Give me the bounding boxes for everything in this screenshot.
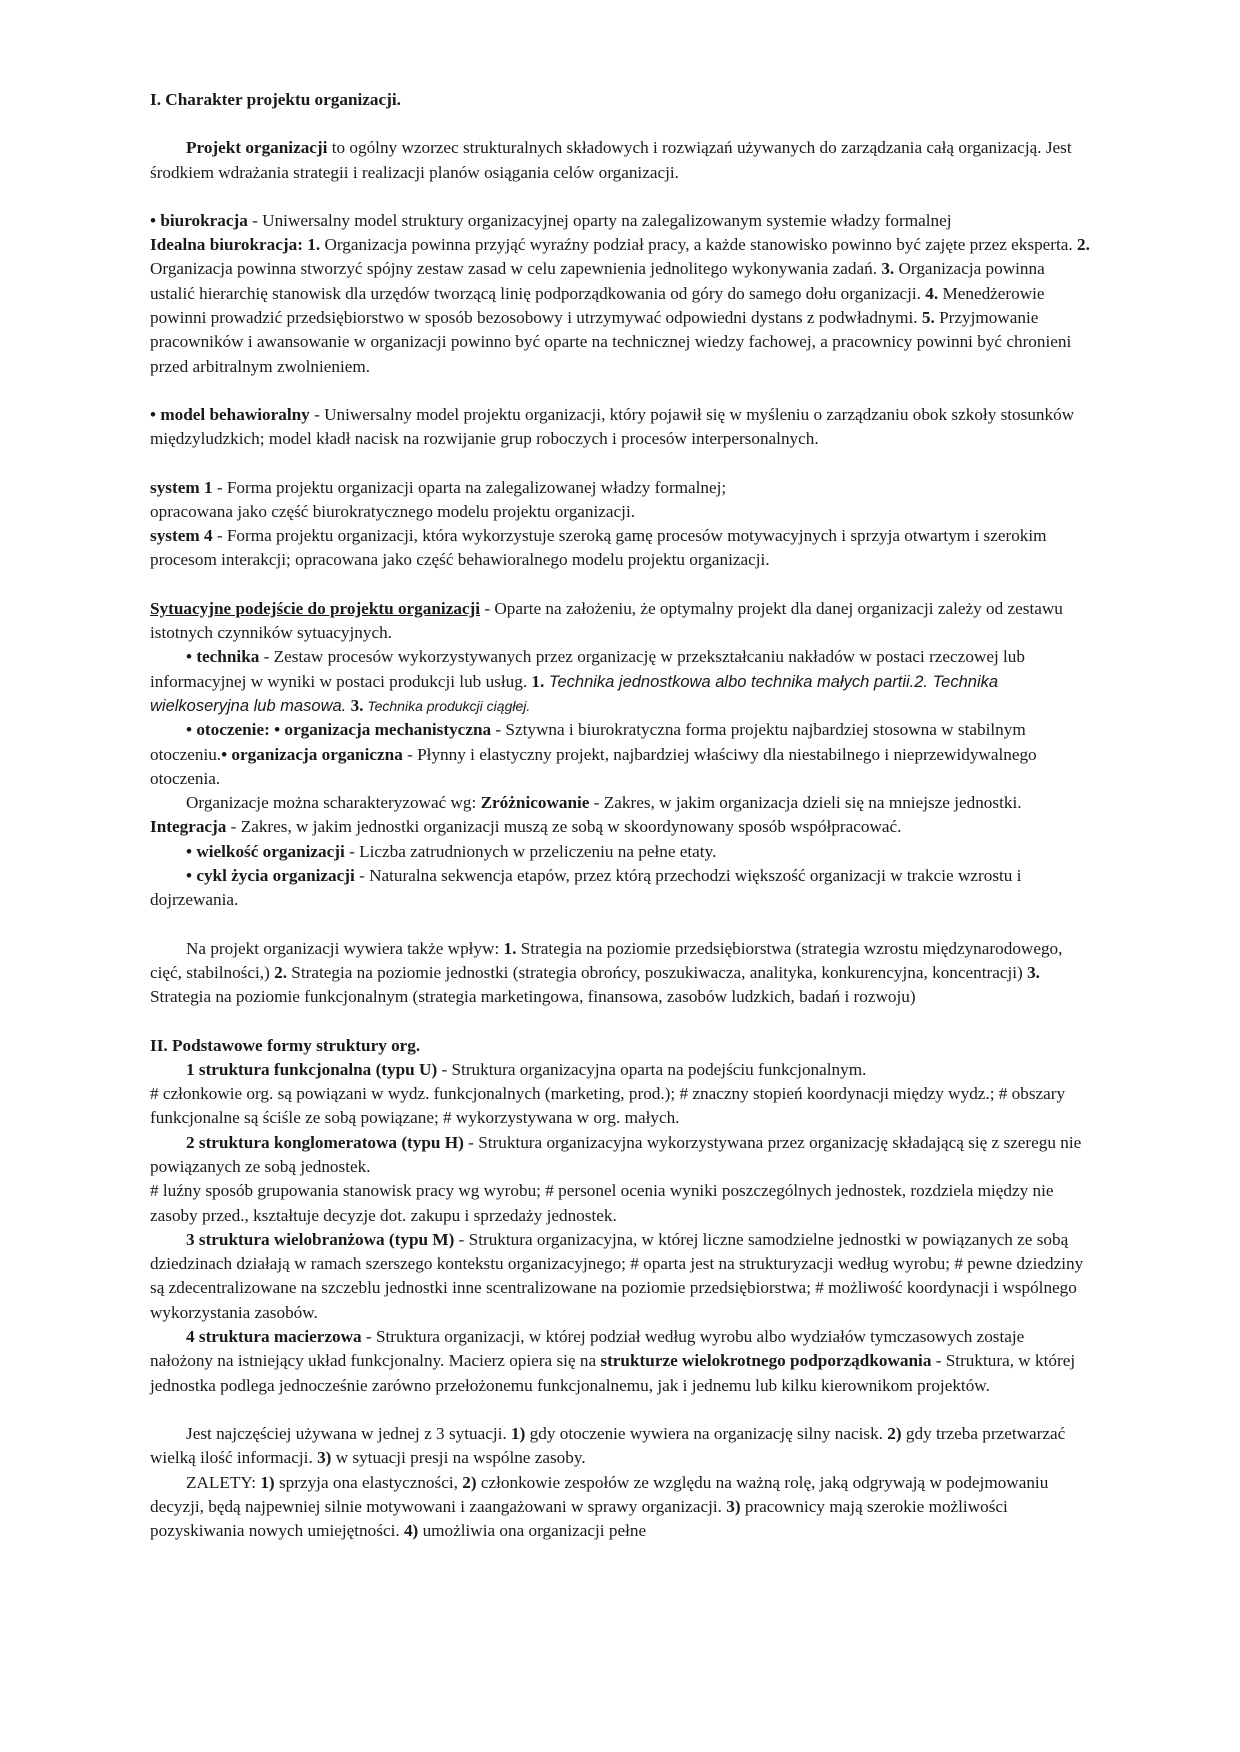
size-paragraph: • wielkość organizacji - Liczba zatrudnionych w przeliczeniu na pełne etaty.: [186, 841, 717, 861]
functional-structure-paragraph: 1 struktura funkcjonalna (typu U) - Struktura organizacyjna oparta na podejściu funkcjonalnym.: [186, 1059, 867, 1079]
system-1-paragraph: system 1 - Forma projektu organizacji oparta na zalegalizowanej władzy formalnej;: [150, 477, 727, 497]
divisional-structure-paragraph: 3 struktura wielobranżowa (typu M) - Struktura organizacyjna, w której liczne samodzielne jednostki w powiązanych ze sobą dziedzinach działają w ramach szerszego kontekstu organizacyjnego; # oparta jest na strukturyzacji według wyrobu; # pewne dziedziny są zdecentralizowane na szczeblu jednostki inne scentralizowane na poziomie przedsiębiorstwa; # możliwość koordynacji i wspólnego wykorzystania zasobów.: [150, 1229, 1084, 1322]
conglomerate-structure-paragraph: 2 struktura konglomeratowa (typu H) - Struktura organizacyjna wykorzystywana przez organizację składającą się z szeregu nie powiązanych ze sobą jednostek.: [150, 1132, 1082, 1176]
life-cycle-paragraph: • cykl życia organizacji - Naturalna sekwencja etapów, przez którą przechodzi większość organizacji w trakcie wzrostu i dojrzewania.: [150, 866, 1022, 910]
section-1-heading: I. Charakter projektu organizacji.: [150, 90, 401, 109]
usage-paragraph: Jest najczęściej używana w jednej z 3 sytuacji. 1) gdy otoczenie wywiera na organizację silny nacisk. 2) gdy trzeba przetwarzać wielką ilość informacji. 3) w sytuacji presji na wspólne zasoby.: [150, 1423, 1066, 1468]
conglomerate-structure-bullets: # luźny sposób grupowania stanowisk pracy wg wyrobu; # personel ocenia wyniki poszczególnych jednostek, rozdziela między nie zasoby przed., kształtuje decyzje dot. zakupu i sprzedaży jednostek.: [150, 1181, 1054, 1225]
section-2-heading: II. Podstawowe formy struktury org.: [150, 1035, 421, 1055]
functional-structure-bullets: # członkowie org. są powiązani w wydz. funkcjonalnych (marketing, prod.); # znaczny stopień koordynacji między wydz.; # obszary funkcjonalne są ściśle ze sobą powiązane; # wykorzystywana w org. małych.: [150, 1084, 1066, 1128]
document-page: [150, 88, 1090, 1543]
system-1-continuation: opracowana jako część biurokratycznego modelu projektu organizacji.: [150, 501, 636, 521]
strategy-influence-paragraph: Na projekt organizacji wywiera także wpływ: 1. Strategia na poziomie przedsiębiorstwa (strategia wzrostu międzynarodowego, cięć, stabilności,) 2. Strategia na poziomie jednostki (strategia obrońcy, poszukiwacza, analityka, konkurencyjna, koncentracji) 3. Strategia na poziomie funkcjonalnym (strategia marketingowa, finansowa, zasobów ludzkich, badań i rozwoju): [150, 938, 1063, 1007]
term: Projekt organizacji: [186, 138, 328, 158]
situational-approach-paragraph: Sytuacyjne podejście do projektu organizacji - Oparte na założeniu, że optymalny projekt dla danej organizacji zależy od zestawu istotnych czynników sytuacyjnych.: [150, 598, 1063, 643]
behavioral-model-paragraph: • model behawioralny - Uniwersalny model projektu organizacji, który pojawił się w myśleniu o zarządzaniu obok szkoły stosunków międzyludzkich; model kładł nacisk na rozwijanie grup roboczych i procesów interpersonalnych.: [150, 404, 1075, 449]
characteristics-paragraph: Organizacje można scharakteryzować wg: Zróżnicowanie - Zakres, w jakim organizacja dzieli się na mniejsze jednostki. Integracja - Zakres, w jakim jednostki organizacji muszą ze sobą w skoordynowany sposób współpracować.: [150, 793, 1022, 837]
matrix-structure-paragraph: 4 struktura macierzowa - Struktura organizacji, w której podział według wyrobu albo wydziałów tymczasowych zostaje nałożony na istniejący układ funkcjonalny. Macierz opiera się na strukturze wielokrotnego podporządkowania - Struktura, w której jednostka podlega jednocześnie zarówno przełożonemu funkcjonalnemu, jak i jednemu lub kilku kierownikom projektów.: [150, 1327, 1076, 1395]
advantages-paragraph: ZALETY: 1) sprzyja ona elastyczności, 2) członkowie zespołów ze względu na ważną rolę, jaką odgrywają w podejmowaniu decyzji, będą najpewniej silnie motywowani i zaangażowani w sprawy organizacji. 3) pracownicy mają szerokie możliwości pozyskiwania nowych umiejętności. 4) umożliwia ona organizacji pełne: [150, 1472, 1049, 1541]
otoczenie-paragraph: • otoczenie: • organizacja mechanistyczna - Sztywna i biurokratyczna forma projektu najbardziej stosowna w stabilnym otoczeniu.• organizacja organiczna - Płynny i elastyczny projekt, najbardziej właściwy dla niestabilnego i nieprzewidywalnego otoczenia.: [150, 720, 1037, 788]
term: • biurokracja: [150, 210, 248, 230]
definition-paragraph: Projekt organizacji to ogólny wzorzec strukturalnych składowych i rozwiązań używanych do zarządzania całą organizacją. Jest środkiem wdrażania strategii i realizacji planów osiągania celów organizacji.: [150, 138, 1072, 182]
technika-paragraph: • technika - Zestaw procesów wykorzystywanych przez organizację w przekształcaniu nakładów w postaci rzeczowej lub informacyjnej w wyniki w postaci produkcji lub usług. 1. Technika jednostkowa albo technika małych partii.2. Technika wielkoseryjna lub masowa. 3. Technika produkcji ciągłej.: [150, 647, 1025, 715]
biurokracja-paragraph: • biurokracja - Uniwersalny model struktury organizacyjnej oparty na zalegalizowanym systemie władzy formalnej: [150, 210, 952, 230]
system-4-paragraph: system 4 - Forma projektu organizacji, która wykorzystuje szeroką gamę procesów motywacyjnych i sprzyja otwartym i szerokim procesom interakcji; opracowana jako część behawioralnego modelu projektu organizacji.: [150, 526, 1047, 570]
ideal-bureaucracy-paragraph: Idealna biurokracja: 1. Organizacja powinna przyjąć wyraźny podział pracy, a każde stanowisko powinno być zajęte przez eksperta. 2. Organizacja powinna stworzyć spójny zestaw zasad w celu zapewnienia jednolitego wykonywania zadań. 3. Organizacja powinna ustalić hierarchię stanowisk dla urzędów tworzącą linię podporządkowania od góry do samego dołu organizacji. 4. Menedżerowie powinni prowadzić przedsiębiorstwo w sposób bezosobowy i utrzymywać odpowiedni dystans z podwładnymi. 5. Przyjmowanie pracowników i awansowanie w organizacji powinno być oparte na technicznej wiedzy fachowej, a pracownicy powinni być chronieni przed arbitralnym zwolnieniem.: [150, 235, 1090, 376]
